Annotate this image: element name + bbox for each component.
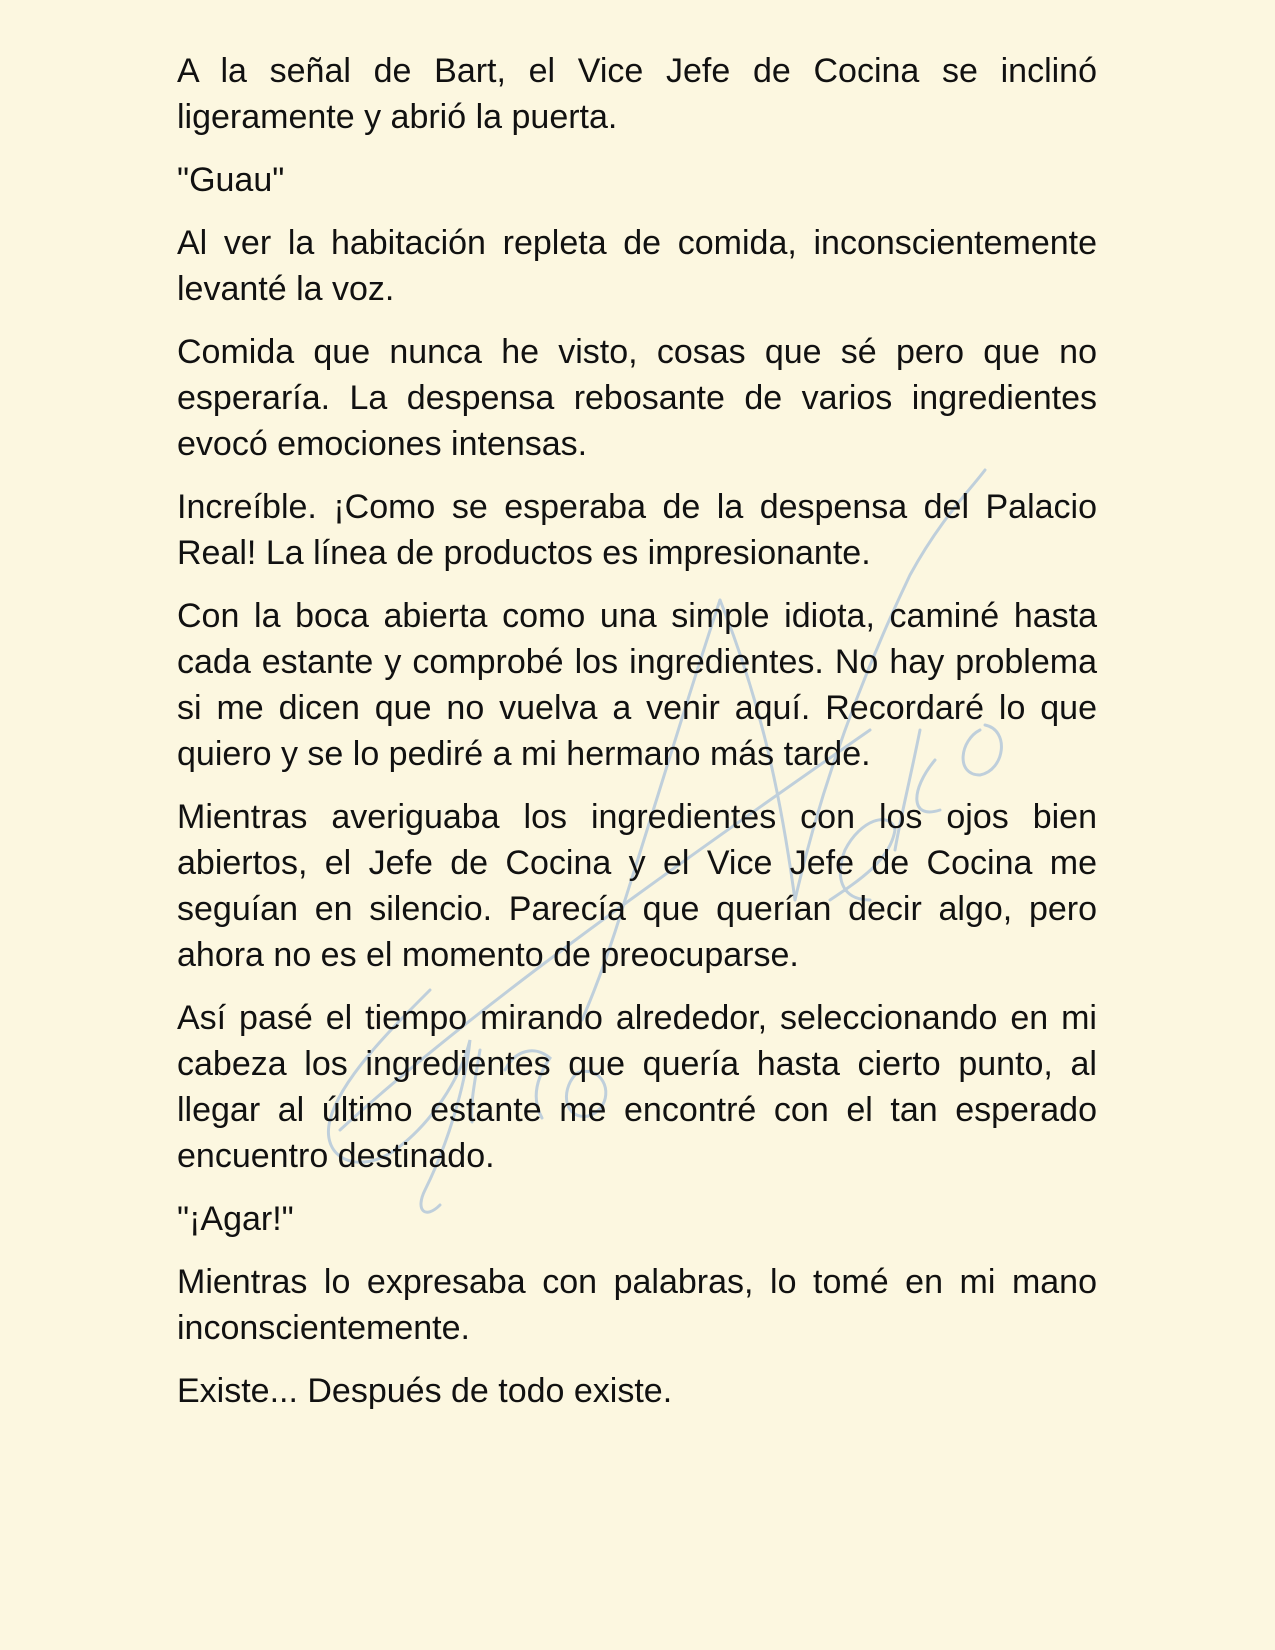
paragraph-5: Increíble. ¡Como se esperaba de la despensa del Palacio Real! La línea de productos es impresionante. [177,488,1097,572]
paragraph-1: A la señal de Bart, el Vice Jefe de Cocina se inclinó ligeramente y abrió la puerta. [177,52,1097,136]
paragraph-6: Con la boca abierta como una simple idiota, caminé hasta cada estante y comprobé los ingredientes. No hay problema si me dicen que no vuelva a venir aquí. Recordaré lo que quiero y se lo pediré a mi hermano más tarde. [177,597,1097,773]
document-body [177,48,1097,1431]
paragraph-8: Así pasé el tiempo mirando alrededor, seleccionando en mi cabeza los ingredientes que quería hasta cierto punto, al llegar al último estante me encontré con el tan esperado encuentro destinado. [177,999,1097,1175]
paragraph-11: Existe... Después de todo existe. [177,1372,673,1410]
paragraph-9: "¡Agar!" [177,1200,294,1238]
paragraph-4: Comida que nunca he visto, cosas que sé pero que no esperaría. La despensa rebosante de varios ingredientes evocó emociones intensas. [177,333,1097,463]
paragraph-10: Mientras lo expresaba con palabras, lo tomé en mi mano inconscientemente. [177,1263,1097,1347]
paragraph-3: Al ver la habitación repleta de comida, inconscientemente levanté la voz. [177,224,1097,308]
paragraph-2: "Guau" [177,161,285,199]
paragraph-7: Mientras averiguaba los ingredientes con los ojos bien abiertos, el Jefe de Cocina y el Vice Jefe de Cocina me seguían en silencio. Parecía que querían decir algo, pero ahora no es el momento de preocuparse. [177,798,1097,974]
